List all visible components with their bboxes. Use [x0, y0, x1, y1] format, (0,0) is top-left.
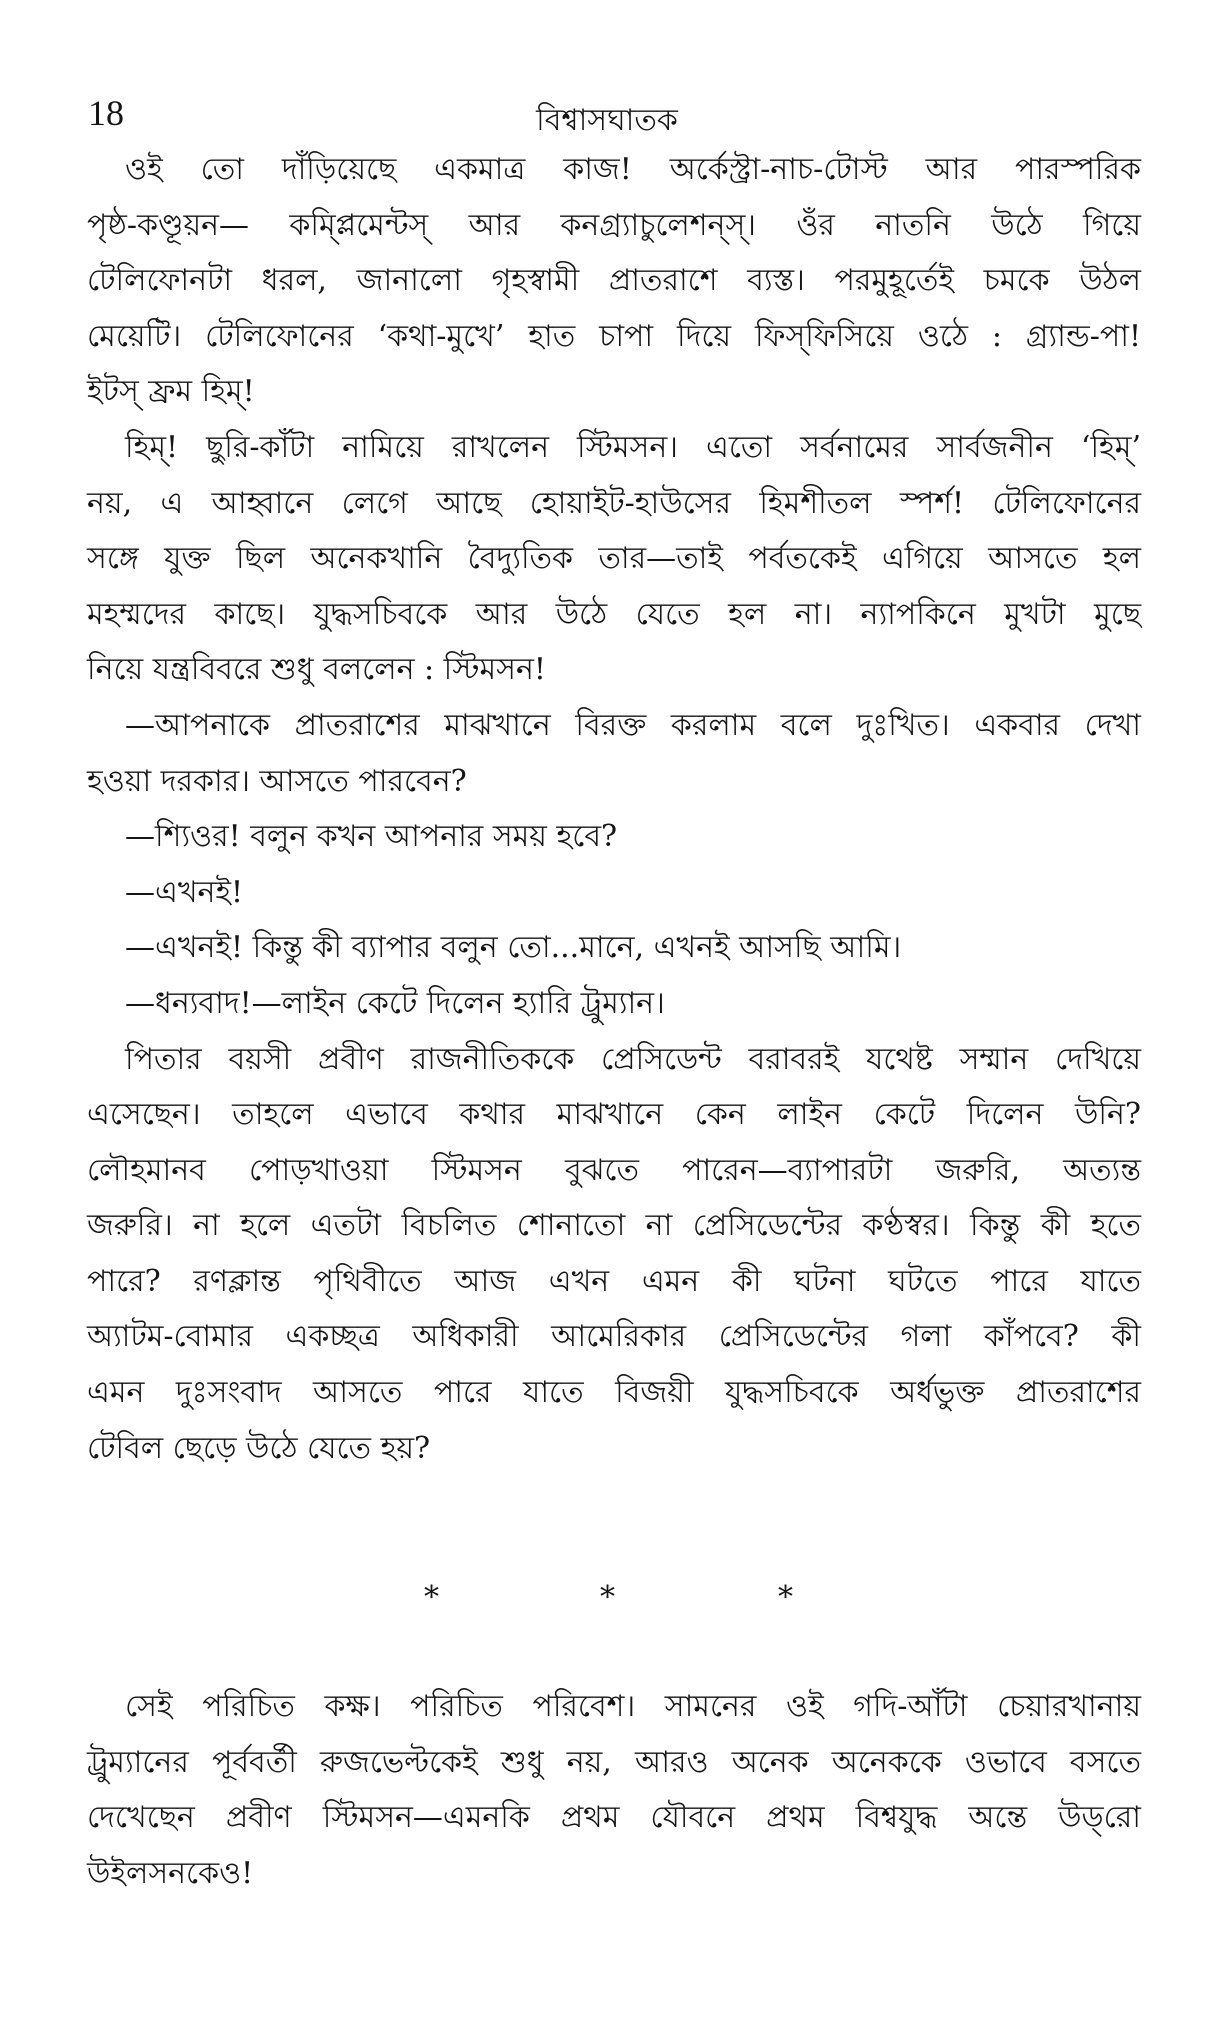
text-line: নয়, এ আহ্বানে লেগে আছে হোয়াইট-হাউসের হিমশীতল স্পর্শ! টেলিফোনের — [87, 485, 1141, 521]
text-line: দেখেছেন প্রবীণ স্টিমসন—এমনকি প্রথম যৌবনে প্রথম বিশ্বযুদ্ধ অন্তে উড্‌রো — [87, 1800, 1141, 1836]
text-line: এসেছেন। তাহলে এভাবে কথার মাঝখানে কেন লাইন কেটে দিলেন উনি? — [87, 1097, 1141, 1133]
section-star: * — [424, 1580, 439, 1615]
text-line: টেলিফোনটা ধরল, জানালো গৃহস্বামী প্রাতরাশে ব্যস্ত। পরমুহূর্তেই চমকে উঠল — [87, 263, 1141, 299]
running-head: বিশ্বাসঘাতক — [536, 103, 678, 138]
text-line: পিতার বয়সী প্রবীণ রাজনীতিককে প্রেসিডেন্ট বরাবরই যথেষ্ট সম্মান দেখিয়ে — [125, 1041, 1141, 1077]
text-line: উইলসনকেও! — [87, 1855, 254, 1891]
text-line: ইটস্ ফ্রম হিম্! — [87, 374, 255, 410]
text-line: ওই তো দাঁড়িয়েছে একমাত্র কাজ! অর্কেস্ট্রা-নাচ-টোস্ট আর পারস্পরিক — [125, 152, 1141, 187]
text-line: লৌহমানব পোড়খাওয়া স্টিমসন বুঝতে পারেন—ব্যাপারটা জরুরি, অত্যন্ত — [87, 1152, 1141, 1188]
text-line: —ধন্যবাদ!—লাইন কেটে দিলেন হ্যারি ট্রুম্যান। — [125, 985, 665, 1021]
text-line: সঙ্গে যুক্ত ছিল অনেকখানি বৈদ্যুতিক তার—তাই পর্বতকেই এগিয়ে আসতে হল — [87, 541, 1141, 577]
text-line: হিম্! ছুরি-কাঁটা নামিয়ে রাখলেন স্টিমসন। এতো সর্বনামের সার্বজনীন ‘হিম্’ — [125, 429, 1141, 465]
section-break — [0, 1580, 1214, 1620]
text-line: এমন দুঃসংবাদ আসতে পারে যাতে বিজয়ী যুদ্ধসচিবকে অর্ধভুক্ত প্রাতরাশের — [87, 1375, 1141, 1411]
text-line: পৃষ্ঠ-কণ্ডূয়ন— কম্প্লিমেন্টস্ আর কনগ্র্যাচুলেশন্স্। ওঁর নাতনি উঠে গিয়ে — [87, 207, 1141, 243]
section-star: * — [778, 1580, 793, 1615]
text-line: সেই পরিচিত কক্ষ। পরিচিত পরিবেশ। সামনের ওই গদি-আঁটা চেয়ারখানায় — [125, 1689, 1141, 1724]
text-line: ট্রুম্যানের পূর্ববর্তী রুজভেল্টকেই শুধু নয়, আরও অনেক অনেককে ওভাবে বসতে — [87, 1744, 1141, 1780]
section-star: * — [600, 1580, 615, 1615]
text-line: —এখনই! কিন্তু কী ব্যাপার বলুন তো...মানে, এখনই আসছি আমি। — [125, 930, 902, 966]
text-line: মেয়েটি। টেলিফোনের ‘কথা-মুখে’ হাত চাপা দিয়ে ফিস্‌ফিসিয়ে ওঠে : গ্র্যান্ড-পা! — [87, 318, 1141, 354]
text-line: হওয়া দরকার। আসতে পারবেন? — [87, 763, 467, 799]
text-line: পারে? রণক্লান্ত পৃথিবীতে আজ এখন এমন কী ঘটনা ঘটতে পারে যাতে — [87, 1263, 1141, 1299]
text-line: মহম্মদের কাছে। যুদ্ধসচিবকে আর উঠে যেতে হল না। ন্যাপকিনে মুখটা মুছে — [87, 596, 1141, 632]
text-line: টেবিল ছেড়ে উঠে যেতে হয়? — [87, 1430, 431, 1466]
final-paragraph — [87, 1679, 1141, 1901]
text-line: —এখনই! — [125, 874, 244, 910]
page-number: 18 — [88, 93, 124, 133]
text-line: —শ্যিওর! বলুন কখন আপনার সময় হবে? — [125, 819, 618, 855]
text-line: —আপনাকে প্রাতরাশের মাঝখানে বিরক্ত করলাম বলে দুঃখিত। একবার দেখা — [125, 707, 1141, 743]
main-text — [87, 142, 1141, 1476]
text-line: অ্যাটম-বোমার একচ্ছত্র অধিকারী আমেরিকার প্রেসিডেন্টের গলা কাঁপবে? কী — [87, 1319, 1141, 1355]
text-line: জরুরি। না হলে এতটা বিচলিত শোনাতো না প্রেসিডেন্টের কণ্ঠস্বর। কিন্তু কী হতে — [87, 1208, 1141, 1244]
text-line: নিয়ে যন্ত্রবিবরে শুধু বললেন : স্টিমসন! — [87, 652, 546, 688]
